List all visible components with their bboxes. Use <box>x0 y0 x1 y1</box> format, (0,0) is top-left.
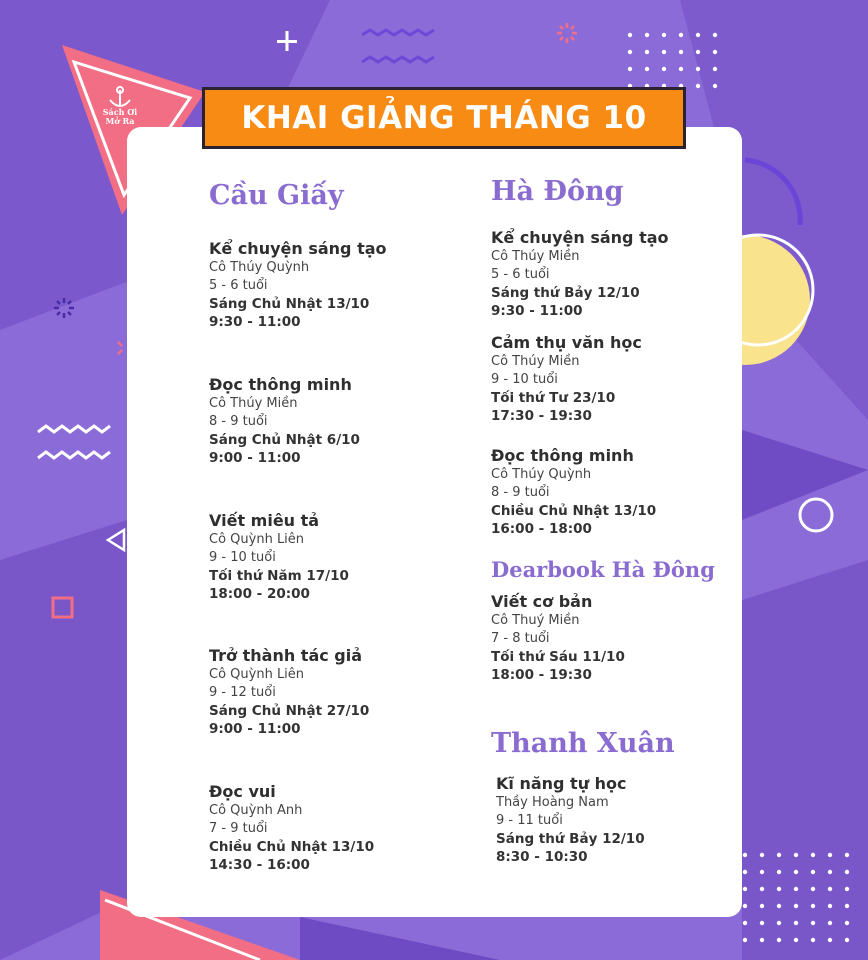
course-teacher: Cô Quỳnh Liên <box>209 667 305 682</box>
course-day: Sáng Chủ Nhật 27/10 <box>209 703 370 719</box>
decor-dot <box>628 33 632 37</box>
decor-dot <box>777 853 781 857</box>
title-banner <box>202 87 686 149</box>
course-age: 9 - 11 tuổi <box>496 813 563 828</box>
course-day: Sáng Chủ Nhật 6/10 <box>209 432 360 448</box>
course-teacher: Cô Quỳnh Liên <box>209 532 305 547</box>
course-title: Viết cơ bản <box>491 592 593 611</box>
decor-dot <box>760 853 764 857</box>
course-day: Tối thứ Năm 17/10 <box>209 568 349 584</box>
course-teacher: Cô Quỳnh Anh <box>209 803 303 818</box>
decor-dot <box>760 887 764 891</box>
course-time: 18:00 - 20:00 <box>209 586 310 602</box>
banner-title: KHAI GIẢNG THÁNG 10 <box>241 100 647 136</box>
decor-dot <box>760 870 764 874</box>
course-item <box>209 782 374 874</box>
course-age: 7 - 8 tuổi <box>491 631 550 646</box>
decor-dot <box>777 921 781 925</box>
course-day: Chiều Chủ Nhật 13/10 <box>209 839 375 855</box>
decor-dot <box>777 938 781 942</box>
course-time: 9:30 - 11:00 <box>491 303 583 319</box>
heading-dearbook-ha-dong: Dearbook Hà Đông <box>491 557 715 582</box>
decor-dot <box>713 33 717 37</box>
heading-thanh-xuan: Thanh Xuân <box>491 728 675 759</box>
decor-dot <box>679 33 683 37</box>
course-teacher: Cô Thúy Quỳnh <box>491 467 592 482</box>
course-time: 9:00 - 11:00 <box>209 721 301 737</box>
course-title: Kĩ năng tự học <box>496 774 627 793</box>
course-item <box>209 646 369 738</box>
course-title: Đọc vui <box>209 782 276 801</box>
decor-dot <box>777 887 781 891</box>
decor-dot <box>743 938 747 942</box>
decor-dot <box>743 870 747 874</box>
course-time: 17:30 - 19:30 <box>491 408 592 424</box>
course-age: 7 - 9 tuổi <box>209 821 268 836</box>
decor-dot <box>794 887 798 891</box>
decor-dot <box>811 904 815 908</box>
course-time: 9:30 - 11:00 <box>209 314 301 330</box>
course-item <box>209 239 387 331</box>
course-age: 5 - 6 tuổi <box>209 278 268 293</box>
decor-dot <box>811 870 815 874</box>
course-age: 5 - 6 tuổi <box>491 267 550 282</box>
course-item <box>491 333 642 425</box>
course-day: Tối thứ Sáu 11/10 <box>491 649 625 665</box>
decor-dot <box>777 870 781 874</box>
decor-dot <box>645 67 649 71</box>
decor-dot <box>713 50 717 54</box>
decor-dot <box>845 904 849 908</box>
decor-dot <box>696 50 700 54</box>
course-title: Đọc thông minh <box>209 375 352 394</box>
course-item <box>209 511 349 603</box>
course-age: 9 - 12 tuổi <box>209 685 276 700</box>
decor-dot <box>828 870 832 874</box>
course-age: 9 - 10 tuổi <box>491 372 558 387</box>
decor-dot <box>645 50 649 54</box>
course-item <box>496 774 645 866</box>
logo-text-line2: Mở Ra <box>105 116 135 126</box>
course-teacher: Cô Thúy Miền <box>209 396 298 411</box>
course-teacher: Cô Thúy Miền <box>491 249 580 264</box>
decor-dot <box>845 853 849 857</box>
course-title: Đọc thông minh <box>491 446 634 465</box>
decor-dot <box>828 887 832 891</box>
decor-dot <box>743 904 747 908</box>
decor-dot <box>828 921 832 925</box>
course-teacher: Cô Thúy Quỳnh <box>209 260 310 275</box>
decor-dot <box>811 853 815 857</box>
course-time: 14:30 - 16:00 <box>209 857 310 873</box>
course-item <box>491 446 656 538</box>
course-title: Kể chuyện sáng tạo <box>209 239 387 258</box>
course-time: 8:30 - 10:30 <box>496 849 588 865</box>
course-item <box>491 592 625 684</box>
course-item <box>209 375 360 467</box>
logo-text <box>96 108 144 126</box>
course-day: Tối thứ Tư 23/10 <box>491 390 616 406</box>
decor-dot <box>845 921 849 925</box>
decor-dot <box>794 904 798 908</box>
decor-dot <box>760 921 764 925</box>
decor-dot <box>794 870 798 874</box>
decor-dot <box>713 67 717 71</box>
decor-dot <box>743 921 747 925</box>
course-teacher: Cô Thuý Miền <box>491 613 580 628</box>
decor-dot <box>794 921 798 925</box>
decor-dot <box>628 50 632 54</box>
course-teacher: Thầy Hoàng Nam <box>496 795 609 810</box>
decor-dot <box>794 853 798 857</box>
decor-dot <box>628 67 632 71</box>
decor-dot <box>679 50 683 54</box>
decor-dot <box>713 84 717 88</box>
course-day: Sáng thứ Bảy 12/10 <box>491 285 640 301</box>
course-time: 9:00 - 11:00 <box>209 450 301 466</box>
course-day: Chiều Chủ Nhật 13/10 <box>491 503 657 519</box>
decor-dot <box>696 33 700 37</box>
logo-text-line1: Sách Ơi <box>102 107 138 117</box>
decor-dot <box>662 67 666 71</box>
decor-dot <box>662 50 666 54</box>
decor-dot <box>777 904 781 908</box>
decor-dot <box>794 938 798 942</box>
course-age: 9 - 10 tuổi <box>209 550 276 565</box>
course-day: Sáng thứ Bảy 12/10 <box>496 831 645 847</box>
decor-dot <box>679 67 683 71</box>
heading-ha-dong: Hà Đông <box>491 176 624 207</box>
course-title: Kể chuyện sáng tạo <box>491 228 669 247</box>
decor-dot <box>662 33 666 37</box>
decor-dot <box>645 33 649 37</box>
decor-dot <box>743 853 747 857</box>
decor-dot <box>811 887 815 891</box>
decor-dot <box>845 938 849 942</box>
decor-dot <box>696 67 700 71</box>
decor-dot <box>760 904 764 908</box>
decor-dot <box>696 84 700 88</box>
course-title: Trở thành tác giả <box>209 646 363 665</box>
decor-dot <box>743 887 747 891</box>
course-title: Cảm thụ văn học <box>491 333 642 352</box>
decor-dot <box>811 938 815 942</box>
decor-dot <box>845 870 849 874</box>
decor-dot <box>760 938 764 942</box>
heading-cau-giay: Cầu Giấy <box>209 180 344 211</box>
course-item <box>491 228 669 320</box>
course-title: Viết miêu tả <box>209 511 320 530</box>
decor-dot <box>811 921 815 925</box>
decor-dot <box>845 887 849 891</box>
course-teacher: Cô Thúy Miền <box>491 354 580 369</box>
course-age: 8 - 9 tuổi <box>209 414 268 429</box>
course-day: Sáng Chủ Nhật 13/10 <box>209 296 370 312</box>
course-time: 18:00 - 19:30 <box>491 667 592 683</box>
decor-dot <box>828 904 832 908</box>
decor-dot <box>828 938 832 942</box>
course-time: 16:00 - 18:00 <box>491 521 592 537</box>
course-age: 8 - 9 tuổi <box>491 485 550 500</box>
decor-dot <box>828 853 832 857</box>
